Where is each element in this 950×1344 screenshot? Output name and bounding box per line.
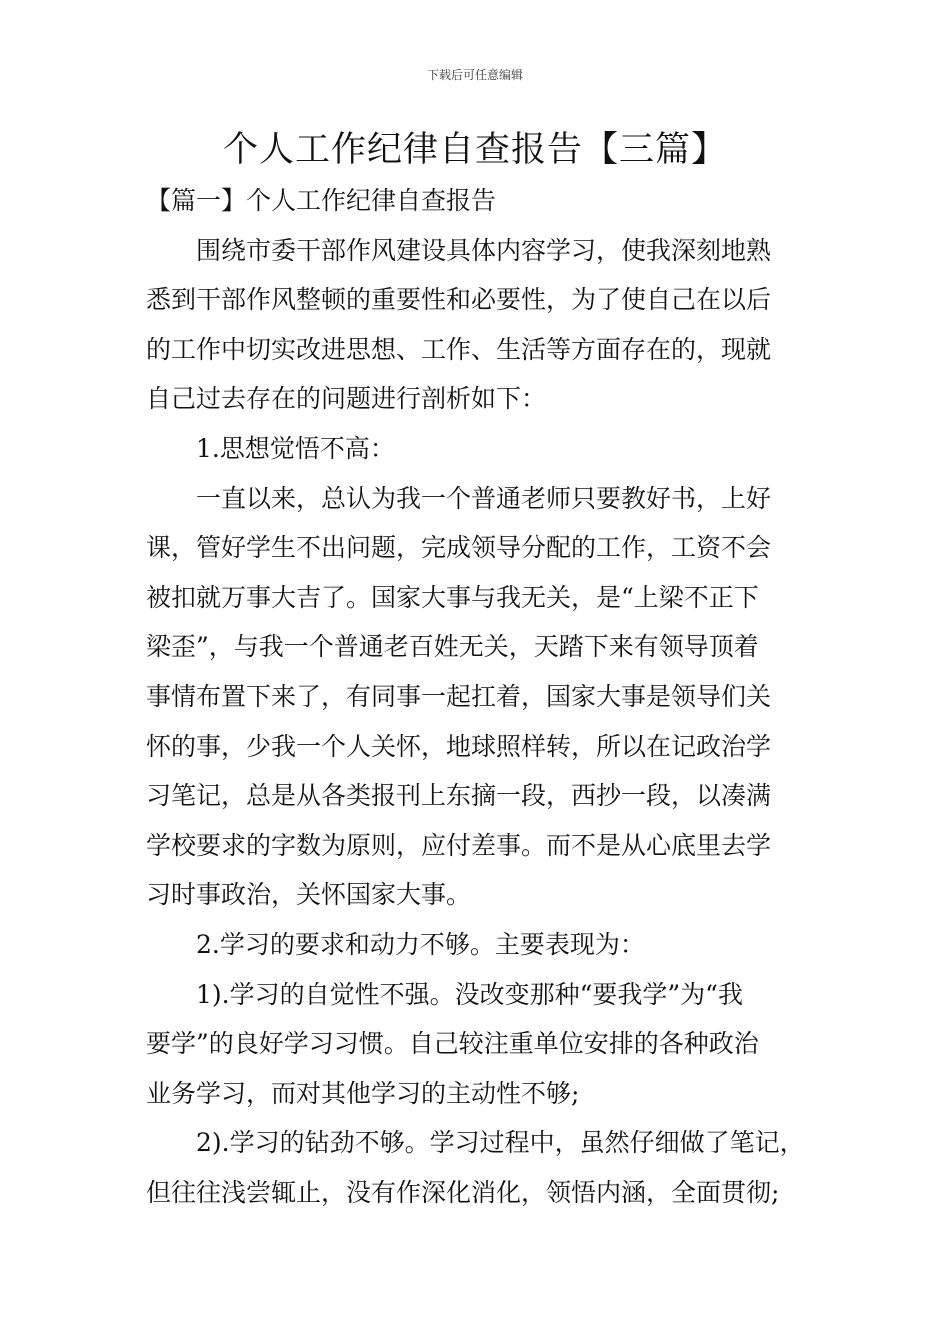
body-line: 要学”的良好学习习惯。自己较注重单位安排的各种政治	[146, 1029, 759, 1059]
body-line: 怀的事，少我一个人关怀，地球照样转，所以在记政治学	[146, 731, 772, 761]
body-line: 的工作中切实改进思想、工作、生活等方面存在的，现就	[146, 334, 772, 364]
body-line: 事情布置下来了，有同事一起扛着，国家大事是领导们关	[146, 681, 772, 711]
document-body	[146, 176, 826, 1217]
body-line: 2).学习的钻劲不够。学习过程中，虽然仔细做了笔记，	[196, 1128, 805, 1158]
body-line: 业务学习，而对其他学习的主动性不够;	[146, 1078, 580, 1108]
page-header-note: 下载后可任意编辑	[426, 68, 523, 82]
body-line: 梁歪”，与我一个普通老百姓无关，天踏下来有领导顶着	[146, 632, 759, 662]
body-line: 被扣就万事大吉了。国家大事与我无关，是“上梁不正下	[146, 582, 759, 612]
body-line: 围绕市委干部作风建设具体内容学习，使我深刻地熟	[196, 235, 772, 265]
document-title: 个人工作纪律自查报告【三篇】	[222, 130, 727, 170]
body-line: 学校要求的字数为原则，应付差事。而不是从心底里去学	[146, 830, 772, 860]
body-line: 2.学习的要求和动力不够。主要表现为：	[196, 929, 645, 959]
body-line: 悉到干部作风整顿的重要性和必要性，为了使自己在以后	[146, 285, 772, 315]
body-line: 1).学习的自觉性不强。没改变那种“要我学”为“我	[196, 979, 743, 1009]
body-line: 自己过去存在的问题进行剖析如下：	[146, 384, 547, 414]
body-line: 一直以来，总认为我一个普通老师只要教好书，上好	[196, 483, 772, 513]
body-line: 课，管好学生不出问题，完成领导分配的工作，工资不会	[146, 533, 772, 563]
body-line: 但往往浅尝辄止，没有作深化消化，领悟内涵，全面贯彻;	[146, 1177, 780, 1207]
body-line: 1.思想觉悟不高：	[196, 433, 395, 463]
section-heading: 【篇一】个人工作纪律自查报告	[146, 186, 497, 215]
body-line: 习笔记，总是从各类报刊上东摘一段，西抄一段，以凑满	[146, 781, 772, 811]
body-line: 习时事政治，关怀国家大事。	[146, 880, 472, 910]
